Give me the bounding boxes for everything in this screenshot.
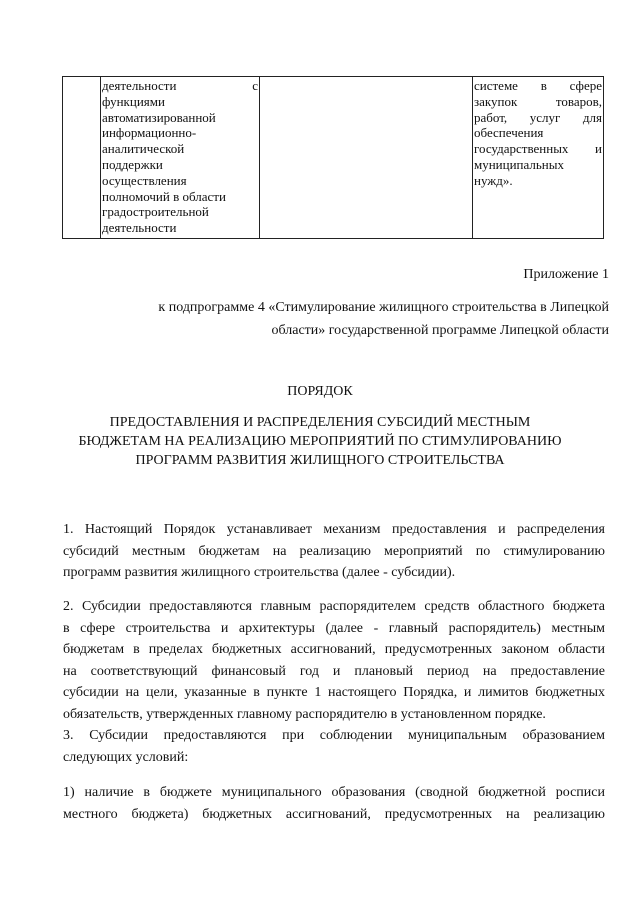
paragraph-2	[63, 596, 605, 725]
subtitle-line: ПРОГРАММ РАЗВИТИЯ ЖИЛИЩНОГО СТРОИТЕЛЬСТВА	[135, 453, 505, 468]
cell-line: автоматизированной	[102, 109, 216, 125]
paragraph-line: на соответствующий финансовый год и плановый период на предоставление	[63, 663, 605, 679]
cell-line: закупок товаров,	[474, 93, 602, 109]
cell-line: системе в сфере	[474, 78, 602, 93]
paragraph-4	[63, 782, 605, 825]
table-fragment	[62, 76, 604, 239]
cell-line: поддержки	[102, 156, 163, 172]
caption-line: к подпрограмме 4 «Стимулирование жилищного строительства в Липецкой	[158, 300, 609, 315]
cell-line: осуществления	[102, 172, 187, 188]
cell-line: деятельности с	[102, 78, 258, 93]
table-cell-activity	[101, 77, 260, 239]
caption-line: области» государственной программе Липецкой области	[271, 323, 609, 338]
cell-line: обеспечения	[474, 125, 544, 141]
cell-line: деятельности	[102, 220, 177, 236]
paragraph-line: субсидий местным бюджетам на реализацию мероприятий по стимулированию	[63, 543, 605, 559]
order-heading: ПОРЯДОК	[287, 384, 353, 399]
paragraph-line: 1) наличие в бюджете муниципального образования (сводной бюджетной росписи	[63, 785, 605, 800]
paragraph-line: 1. Настоящий Порядок устанавливает механизм предоставления и распределения	[63, 522, 605, 537]
appendix-caption	[89, 296, 609, 342]
table-cell-empty	[260, 77, 473, 239]
cell-line: нужд».	[474, 172, 513, 188]
appendix-label: Приложение 1	[523, 267, 609, 282]
paragraph-1	[63, 519, 605, 584]
table-row	[63, 77, 604, 239]
table-cell-note	[473, 77, 604, 239]
cell-line: муниципальных	[474, 156, 565, 172]
paragraph-line: 3. Субсидии предоставляются при соблюдении муниципальным образованием	[63, 728, 605, 743]
cell-line: информационно-	[102, 125, 197, 141]
paragraph-line: программ развития жилищного строительства (далее - субсидии).	[63, 565, 456, 580]
paragraph-line: обязательств, утвержденных главному распорядителю в установленном порядке.	[63, 706, 546, 722]
cell-line: градостроительной	[102, 204, 209, 220]
cell-line: государственных и	[474, 141, 602, 157]
paragraph-line: местного бюджета) бюджетных ассигнований, предусмотренных на реализацию	[63, 806, 605, 822]
paragraph-3	[63, 725, 605, 768]
cell-line: полномочий в области	[102, 188, 226, 204]
table-cell-number	[63, 77, 101, 239]
paragraph-line: субсидии на цели, указанные в пункте 1 настоящего Порядка, и лимитов бюджетных	[63, 685, 605, 700]
subtitle-line: ПРЕДОСТАВЛЕНИЯ И РАСПРЕДЕЛЕНИЯ СУБСИДИЙ МЕСТНЫМ	[109, 415, 531, 430]
paragraph-line: 2. Субсидии предоставляются главным распорядителем средств областного бюджета	[63, 599, 605, 614]
paragraph-line: следующих условий:	[63, 749, 189, 765]
cell-line: работ, услуг для	[474, 109, 602, 125]
cell-line: функциями	[102, 93, 165, 109]
paragraph-line: бюджетам в пределах бюджетных ассигнований, предусмотренных законом области	[63, 642, 605, 657]
cell-line: аналитической	[102, 141, 185, 157]
paragraph-line: в сфере строительства и архитектуры (далее - главный распорядитель) местным	[63, 620, 605, 636]
subtitle-line: БЮДЖЕТАМ НА РЕАЛИЗАЦИЮ МЕРОПРИЯТИЙ ПО СТИМУЛИРОВАНИЮ	[78, 434, 562, 449]
order-subtitle	[0, 413, 640, 470]
